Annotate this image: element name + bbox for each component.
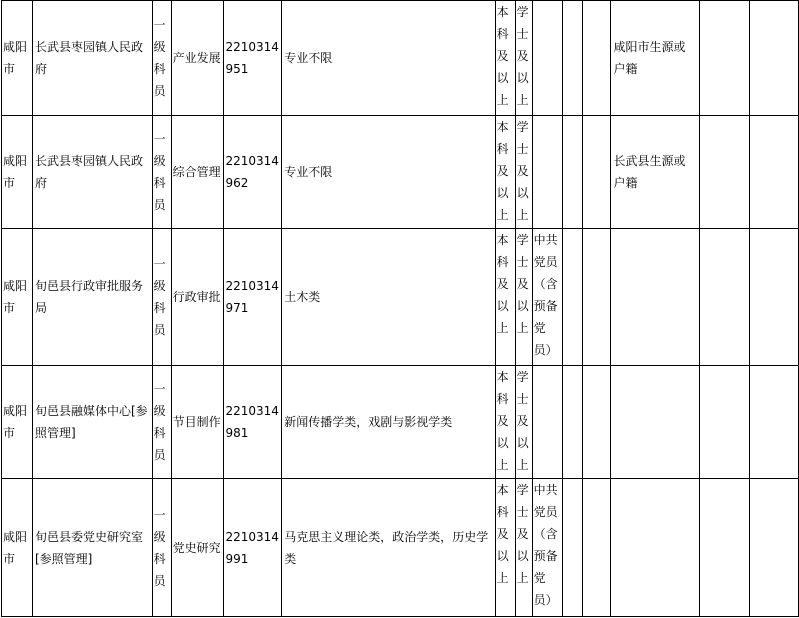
recruitment-table <box>1 0 799 617</box>
agency-cell: 长武县枣园镇人民政府 <box>32 116 152 229</box>
education-cell: 本科及以上 <box>495 366 515 479</box>
city-cell: 咸阳市 <box>2 366 33 479</box>
city-cell: 咸阳市 <box>2 229 33 366</box>
agency-cell: 旬邑县融媒体中心[参照管理] <box>32 366 152 479</box>
degree-cell: 学士及以上 <box>515 1 532 116</box>
major-cell: 土木类 <box>282 229 495 366</box>
level-cell: 一级科员 <box>152 479 171 617</box>
code-cell: 2210314962 <box>224 116 282 229</box>
degree-cell: 学士及以上 <box>515 229 532 366</box>
major-cell: 马克思主义理论类，政治学类，历史学类 <box>282 479 495 617</box>
table-row <box>2 1 799 116</box>
level-cell: 一级科员 <box>152 116 171 229</box>
city-cell: 咸阳市 <box>2 479 33 617</box>
political-cell <box>532 1 562 116</box>
education-cell: 本科及以上 <box>495 229 515 366</box>
level-cell: 一级科员 <box>152 1 171 116</box>
empty-cell <box>750 479 799 617</box>
table-row <box>2 116 799 229</box>
degree-cell: 学士及以上 <box>515 116 532 229</box>
education-cell: 本科及以上 <box>495 116 515 229</box>
education-cell: 本科及以上 <box>495 479 515 617</box>
other-requirements-cell <box>611 479 700 617</box>
political-cell <box>532 116 562 229</box>
position-cell: 节目制作 <box>171 366 224 479</box>
code-cell: 2210314971 <box>224 229 282 366</box>
empty-cell <box>750 1 799 116</box>
empty-cell <box>562 229 582 366</box>
major-cell: 新闻传播学类，戏剧与影视学类 <box>282 366 495 479</box>
empty-cell <box>582 116 611 229</box>
major-cell: 专业不限 <box>282 1 495 116</box>
table-row <box>2 229 799 366</box>
empty-cell <box>582 366 611 479</box>
degree-cell: 学士及以上 <box>515 366 532 479</box>
other-requirements-cell <box>611 366 700 479</box>
position-cell: 党史研究 <box>171 479 224 617</box>
code-cell: 2210314951 <box>224 1 282 116</box>
empty-cell <box>700 116 750 229</box>
level-cell: 一级科员 <box>152 229 171 366</box>
code-cell: 2210314981 <box>224 366 282 479</box>
empty-cell <box>562 1 582 116</box>
other-requirements-cell: 长武县生源或户籍 <box>611 116 700 229</box>
major-cell: 专业不限 <box>282 116 495 229</box>
table-row <box>2 479 799 617</box>
agency-cell: 长武县枣园镇人民政府 <box>32 1 152 116</box>
position-cell: 综合管理 <box>171 116 224 229</box>
political-cell <box>532 366 562 479</box>
empty-cell <box>582 229 611 366</box>
table-body <box>2 1 799 617</box>
empty-cell <box>750 366 799 479</box>
table-row <box>2 366 799 479</box>
level-cell: 一级科员 <box>152 366 171 479</box>
empty-cell <box>750 116 799 229</box>
empty-cell <box>582 1 611 116</box>
other-requirements-cell: 咸阳市生源或户籍 <box>611 1 700 116</box>
agency-cell: 旬邑县行政审批服务局 <box>32 229 152 366</box>
agency-cell: 旬邑县委党史研究室[参照管理] <box>32 479 152 617</box>
political-cell: 中共党员（含预备党员） <box>532 229 562 366</box>
position-cell: 产业发展 <box>171 1 224 116</box>
empty-cell <box>700 1 750 116</box>
code-cell: 2210314991 <box>224 479 282 617</box>
empty-cell <box>700 479 750 617</box>
empty-cell <box>750 229 799 366</box>
empty-cell <box>700 229 750 366</box>
empty-cell <box>700 366 750 479</box>
position-cell: 行政审批 <box>171 229 224 366</box>
empty-cell <box>562 366 582 479</box>
empty-cell <box>582 479 611 617</box>
city-cell: 咸阳市 <box>2 116 33 229</box>
city-cell: 咸阳市 <box>2 1 33 116</box>
other-requirements-cell <box>611 229 700 366</box>
empty-cell <box>562 116 582 229</box>
empty-cell <box>562 479 582 617</box>
degree-cell: 学士及以上 <box>515 479 532 617</box>
political-cell: 中共党员（含预备党员） <box>532 479 562 617</box>
education-cell: 本科及以上 <box>495 1 515 116</box>
